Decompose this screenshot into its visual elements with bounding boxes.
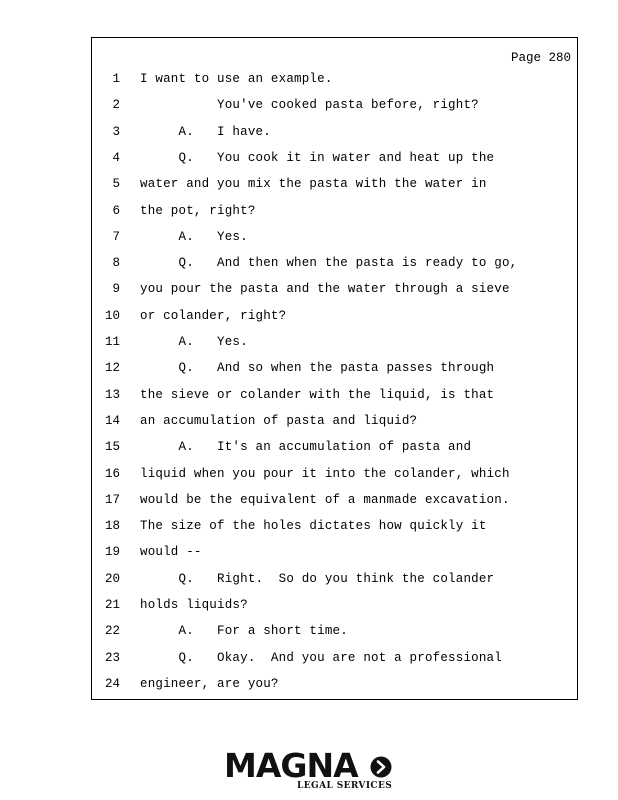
line-number: 1 [112, 72, 120, 86]
line-text: A. It's an accumulation of pasta and [140, 440, 472, 455]
line-text: engineer, are you? [140, 676, 279, 691]
line-number: 20 [104, 571, 120, 586]
line-number: 16 [104, 466, 120, 481]
line-number: 23 [104, 650, 120, 665]
transcript-line [0, 361, 618, 387]
transcript-line [0, 414, 618, 440]
line-text: A. Yes. [140, 229, 248, 244]
transcript-line [0, 519, 618, 545]
magna-logo [224, 748, 396, 794]
transcript-line [0, 309, 618, 335]
line-number: 15 [104, 440, 120, 455]
line-number: 8 [112, 256, 120, 271]
transcript-line [0, 72, 618, 98]
line-text: Q. Okay. And you are not a professional [140, 650, 502, 665]
logo-wordmark: MAGNA [224, 746, 358, 785]
line-text: an accumulation of pasta and liquid? [140, 413, 418, 428]
transcript-line [0, 598, 618, 624]
page-number: Page 280 [510, 51, 571, 65]
line-text: would be the equivalent of a manmade excavation. [140, 492, 510, 507]
line-number: 4 [112, 150, 120, 165]
line-text: Q. Right. So do you think the colander [140, 571, 495, 586]
chevron-right-circle-icon [370, 756, 392, 778]
line-number: 11 [104, 335, 120, 349]
transcript-line [0, 204, 618, 230]
line-number: 3 [112, 124, 120, 139]
transcript-line [0, 545, 618, 571]
line-text: The size of the holes dictates how quickly it [140, 519, 487, 534]
line-text: water and you mix the pasta with the water in [140, 177, 487, 192]
line-number: 6 [112, 203, 120, 218]
line-text: I want to use an example. [140, 72, 333, 86]
line-text: You've cooked pasta before, right? [140, 98, 479, 113]
line-text: A. Yes. [140, 335, 248, 349]
transcript-line [0, 493, 618, 519]
line-number: 24 [104, 676, 120, 691]
line-number: 7 [112, 229, 120, 244]
transcript-line [0, 677, 618, 703]
transcript-line [0, 572, 618, 598]
line-text: A. I have. [140, 124, 271, 139]
line-number: 14 [104, 413, 120, 428]
transcript-line [0, 467, 618, 493]
transcript-line [0, 335, 618, 361]
line-text: the pot, right? [140, 203, 256, 218]
line-number: 17 [104, 492, 120, 507]
line-text: Q. You cook it in water and heat up the [140, 150, 495, 165]
line-number: 9 [112, 282, 120, 297]
line-text: or colander, right? [140, 308, 287, 323]
transcript-line [0, 151, 618, 177]
transcript-line [0, 651, 618, 677]
line-text: you pour the pasta and the water through a sieve [140, 282, 510, 297]
line-text: A. For a short time. [140, 624, 348, 639]
line-number: 19 [104, 545, 120, 560]
transcript-line [0, 388, 618, 414]
line-text: would -- [140, 545, 202, 560]
transcript-line [0, 230, 618, 256]
line-number: 12 [104, 361, 120, 376]
line-number: 10 [104, 308, 120, 323]
line-number: 18 [104, 519, 120, 534]
transcript-line [0, 177, 618, 203]
line-number: 2 [112, 98, 120, 113]
line-number: 21 [104, 598, 120, 612]
line-text: Q. And so when the pasta passes through [140, 361, 495, 376]
line-number: 22 [104, 624, 120, 639]
line-number: 5 [112, 177, 120, 192]
transcript-line [0, 440, 618, 466]
transcript-line [0, 125, 618, 151]
line-text: liquid when you pour it into the colander, which [140, 466, 510, 481]
transcript-line [0, 624, 618, 650]
transcript-line [0, 282, 618, 308]
line-number: 13 [104, 387, 120, 402]
line-text: holds liquids? [140, 598, 248, 612]
line-text: Q. And then when the pasta is ready to go, [140, 256, 518, 271]
logo-subtitle: LEGAL SERVICES [297, 781, 393, 791]
transcript-line [0, 256, 618, 282]
transcript-line [0, 98, 618, 124]
line-text: the sieve or colander with the liquid, is that [140, 387, 495, 402]
